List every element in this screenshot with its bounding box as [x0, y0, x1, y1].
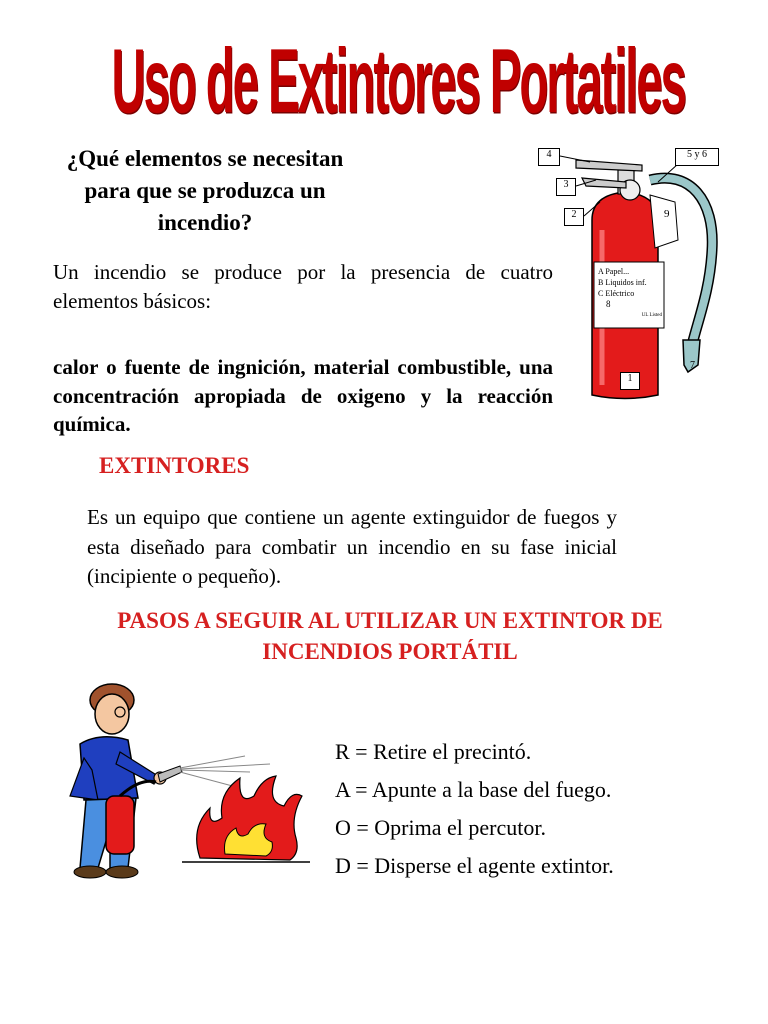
rule-list [335, 733, 735, 885]
callout-2: 2 [564, 208, 584, 226]
extinguisher-label [598, 266, 662, 321]
firefighter-illustration [40, 678, 315, 888]
question-heading: ¿Qué elementos se necesitan para que se produzca un incendio? [66, 146, 344, 235]
rule-item: D = Disperse el agente extintor. [335, 853, 614, 878]
label-line-a: A Papel... [598, 267, 630, 276]
label-line-b: B Liquidos inf. [598, 278, 647, 287]
callout-9: 9 [664, 208, 670, 220]
callout-3: 3 [556, 178, 576, 196]
rule-item: A = Apunte a la base del fuego. [335, 777, 612, 802]
label-line-ul: UL Listed [641, 313, 662, 318]
intro-paragraph: Un incendio se produce por la presencia de cuatro elementos básicos: [53, 260, 553, 313]
extintores-heading: EXTINTORES [99, 453, 250, 478]
callout-4: 4 [538, 148, 560, 166]
elements-paragraph: calor o fuente de ingnición, material combustible, una concentración apropiada de oxigeno y la reacción química. [53, 355, 553, 436]
steps-heading: PASOS A SEGUIR AL UTILIZAR UN EXTINTOR DE INCENDIOS PORTÁTIL [117, 608, 663, 664]
rule-item: O = Oprima el percutor. [335, 815, 546, 840]
label-line-c: C Eléctrico [598, 289, 635, 298]
rule-item: R = Retire el precintó. [335, 739, 532, 764]
callout-7: 7 [690, 360, 695, 371]
label-line-8: 8 [606, 299, 611, 309]
page-title-text: Uso de Extintores Portatiles [111, 29, 685, 132]
callout-5y6: 5 y 6 [675, 148, 719, 166]
person-extinguishing-fire-image [40, 678, 315, 888]
page-title [0, 28, 768, 132]
extinguisher-diagram [530, 140, 730, 410]
callout-1: 1 [620, 372, 640, 390]
extintores-description: Es un equipo que contiene un agente extinguidor de fuegos y esta diseñado para combatir un incendio en su fase inicial (incipiente o pequeño). [87, 505, 617, 588]
